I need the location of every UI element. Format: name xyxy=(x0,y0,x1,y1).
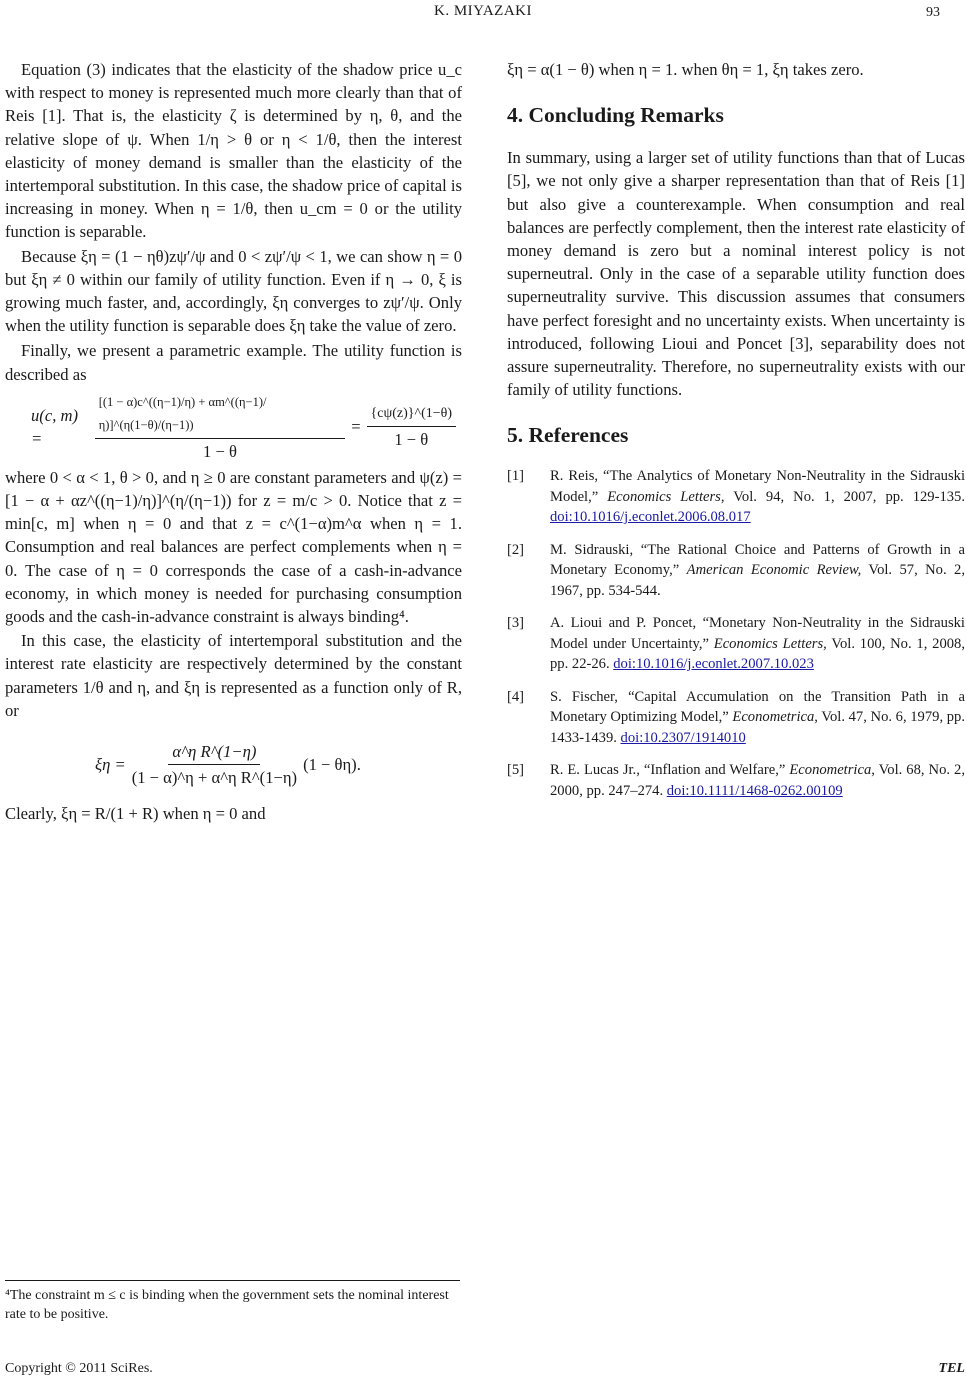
reference-list xyxy=(507,466,965,801)
reference-item xyxy=(507,760,965,801)
paragraph-clearly: Clearly, ξη = R/(1 + R) when η = 0 and xyxy=(5,804,266,824)
reference-journal: Economics Letters xyxy=(607,488,721,505)
reference-item xyxy=(507,687,965,749)
reference-text xyxy=(550,540,965,602)
reference-details: , Vol. 47, No. 6, 1979, pp. 1433-1439. xyxy=(550,709,965,746)
reference-text xyxy=(550,760,965,801)
reference-number: [4] xyxy=(507,688,525,705)
page-footer xyxy=(5,1361,965,1377)
page-number: 93 xyxy=(926,5,940,20)
equation-xi-eta xyxy=(95,730,462,798)
reference-journal: Econometrica xyxy=(789,762,872,779)
reference-authors-title: R. Reis, “The Analytics of Monetary Non-Neutrality in the Sidrauski Model,” xyxy=(550,468,965,505)
eq1-equals: = xyxy=(351,417,361,437)
eq1-lhs: u(c, m) = xyxy=(31,405,78,448)
reference-details: Vol. 57, No. 2, 1967, pp. 534-544. xyxy=(550,562,965,599)
reference-doi-link[interactable]: doi:10.1111/1468-0262.00109 xyxy=(666,782,843,799)
eq1-fraction-1 xyxy=(95,391,345,463)
right-column xyxy=(507,54,965,813)
reference-journal: Econometrica xyxy=(732,709,815,726)
eq2-fraction xyxy=(132,740,297,789)
reference-item xyxy=(507,613,965,675)
reference-details: , Vol. 68, No. 2, 2000, pp. 247–274. xyxy=(550,762,966,799)
reference-number: [3] xyxy=(507,615,525,632)
reference-details: , Vol. 94, No. 1, 2007, pp. 129-135. xyxy=(720,488,965,505)
equation-utility-function xyxy=(31,392,462,462)
eq2-rhs: (1 − θη). xyxy=(303,754,361,774)
section-heading-references: 5. References xyxy=(507,423,629,448)
reference-text xyxy=(550,687,965,749)
left-column xyxy=(5,54,462,825)
paragraph-takes-zero: ξη = α(1 − θ) when η = 1. when θη = 1, ξη takes zero. xyxy=(507,60,864,79)
eq1-numerator-1: [(1 − α)c^((η−1)/η) + αm^((η−1)/η)]^(η(1−θ)/(η−1)) xyxy=(95,391,345,439)
reference-text xyxy=(550,613,965,675)
reference-number: [5] xyxy=(507,762,525,779)
reference-item xyxy=(507,540,965,602)
reference-doi-link[interactable]: doi:10.2307/1914010 xyxy=(620,729,746,746)
paragraph-intertemporal-substitution: In this case, the elasticity of intertemporal substitution and the interest rate elasticity are respectively determined by the constant parameters 1/θ and η, and ξη is represented as a function only of R, or xyxy=(5,631,462,720)
paragraph-where-constants: where 0 < α < 1, θ > 0, and η ≥ 0 are constant parameters and ψ(z) = [1 − α + αz^((η−1)/η)]^(η/(η−1)) for z = m/c > 0. Notice that z = min[c, m] when η = 0 and that z = c^(1−α)m^α when η = 1. Consumption and real balances are perfect complements when η = 0. The case of η = 0 corresponds the case of a cash-in-advance economy, in which money is needed for purchasing consumption goods and the cash-in-advance constraint is always binding⁴. xyxy=(5,467,462,627)
paragraph-parametric-example: Finally, we present a parametric example. The utility function is described as xyxy=(5,341,462,384)
reference-doi-link[interactable]: doi:10.1016/j.econlet.2007.10.023 xyxy=(613,656,814,673)
eq1-denominator-1: 1 − θ xyxy=(203,441,237,461)
reference-journal: Economics Letters, xyxy=(713,635,827,652)
running-header: K. MIYAZAKI xyxy=(434,3,532,19)
reference-text xyxy=(550,466,965,528)
section-heading-concluding-remarks: 4. Concluding Remarks xyxy=(507,103,724,128)
footnote-divider xyxy=(5,1280,460,1281)
reference-item xyxy=(507,466,965,528)
eq2-numerator: α^η R^(1−η) xyxy=(168,740,260,765)
paragraph-because: Because ξη = (1 − ηθ)zψ′/ψ and 0 < zψ′/ψ < 1, we can show η = 0 but ξη ≠ 0 within our family of utility function. Even if η → 0, ξ is growing much faster, and, accordingly, ξη converges to zψ′/ψ. Only when the utility function is separable does ξη take the value of zero. xyxy=(5,246,462,336)
reference-number: [1] xyxy=(507,468,525,485)
eq2-lhs: ξη = xyxy=(95,754,126,774)
eq1-numerator-2: {cψ(z)}^(1−θ) xyxy=(367,402,456,427)
reference-authors-title: M. Sidrauski, “The Rational Choice and Patterns of Growth in a Monetary Economy,” xyxy=(550,541,965,579)
reference-details: Vol. 100, No. 1, 2008, pp. 22-26. xyxy=(550,635,965,673)
reference-doi-link[interactable]: doi:10.1016/j.econlet.2006.08.017 xyxy=(550,509,751,526)
reference-authors-title: R. E. Lucas Jr., “Inflation and Welfare,” xyxy=(550,762,790,779)
paragraph-summary: In summary, using a larger set of utility functions than that of Lucas [5], we not only give a sharper representation than that of Reis [1] but also give a counterexample. When consumption and real balances are perfectly complement, then the interest rate elasticity of money demand is zero but a nominal interest policy is not superneutral. Only in the case of a separable utility function does superneutrality survive. This discussion assumes that consumers have perfect foresight and no uncertainty exists. When uncertainty is introduced, following Lioui and Poncet [3], separability does not assure superneutrality. Therefore, no superneutrality exists with our family of utility functions. xyxy=(507,148,965,400)
journal-abbreviation: TEL xyxy=(938,1361,965,1376)
copyright-text: Copyright © 2011 SciRes. xyxy=(5,1361,153,1376)
eq1-fraction-2 xyxy=(367,402,456,451)
eq2-denominator: (1 − α)^η + α^η R^(1−η) xyxy=(131,767,298,787)
reference-journal: American Economic Review, xyxy=(686,562,862,579)
footnote: ⁴The constraint m ≤ c is binding when the government sets the nominal interest rate to be positive. xyxy=(5,1288,449,1322)
reference-authors-title: S. Fischer, “Capital Accumulation on the Transition Path in a Monetary Optimizing Model,” xyxy=(550,688,965,726)
reference-authors-title: A. Lioui and P. Poncet, “Monetary Non-Neutrality in the Sidrauski Model under Uncertainty,” xyxy=(550,615,965,652)
paragraph-elasticity-shadow-price: Equation (3) indicates that the elasticity of the shadow price u_c with respect to money is represented much more clearly than that of Reis [1]. That is, the elasticity ζ is determined by η, θ, and the relative slope of ψ. When 1/η > θ or η < 1/θ, then the interest elasticity of money demand is smaller than the elasticity of the intertemporal substitution. In this case, the shadow price of capital is increasing in money. When η = 1/θ, then u_cm = 0 or the utility function is separable. xyxy=(5,60,462,242)
reference-number: [2] xyxy=(507,541,525,558)
eq1-denominator-2: 1 − θ xyxy=(394,430,429,450)
